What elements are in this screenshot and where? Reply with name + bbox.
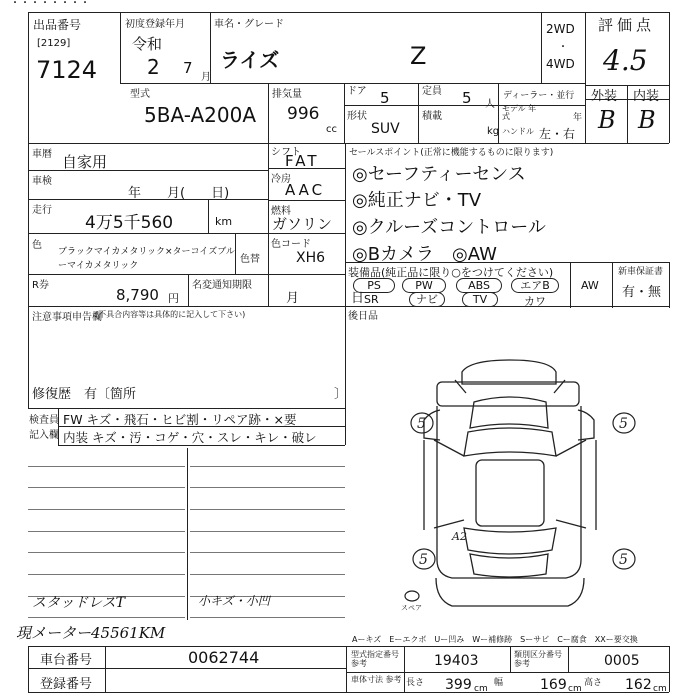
ruled-line xyxy=(28,531,185,532)
recycle: 8,790 xyxy=(116,286,159,304)
body: SUV xyxy=(371,121,400,137)
line xyxy=(612,262,613,308)
sales-point-1: ◎セーフティーセンス xyxy=(352,164,526,185)
line xyxy=(187,448,188,620)
afterday-label: 後日品 xyxy=(348,311,378,322)
repaint-label: 色替 xyxy=(240,254,260,265)
handwritten-odo: 現メーター45561KM xyxy=(16,624,166,642)
line xyxy=(105,646,106,692)
interior-label: 内装 xyxy=(633,89,660,104)
equip-ps: PS xyxy=(353,278,395,293)
color-line2: ーマイカメタリック xyxy=(58,261,139,271)
tyre-rl-score: 5 xyxy=(419,552,428,568)
score: 4.5 xyxy=(603,44,648,77)
warranty: 有・無 xyxy=(622,285,662,300)
ruled-line xyxy=(190,466,345,467)
line xyxy=(208,199,209,233)
car-damage-diagram xyxy=(396,352,656,624)
color-line1: ブラックマイカメタリック×ターコイズブル xyxy=(58,247,235,257)
cc: cc xyxy=(326,124,337,135)
notes-sub: (不具合内容等は具体的に記入して下さい) xyxy=(95,310,246,319)
yen-unit: 円 xyxy=(168,292,179,305)
ac: AAC xyxy=(285,181,326,199)
line xyxy=(28,668,346,669)
ruled-line xyxy=(190,552,345,553)
lot-label: 出品番号 xyxy=(33,18,82,32)
shift: FAT xyxy=(285,152,320,170)
equip-navi: ナビ xyxy=(409,292,445,307)
ruled-line xyxy=(190,574,345,575)
width: 169 xyxy=(540,677,567,693)
top-cropped-text: ・・・・・・・・ xyxy=(10,0,90,9)
line xyxy=(28,274,345,275)
inspection: 年 月( 日) xyxy=(128,186,230,201)
width-cm: cm xyxy=(568,684,582,694)
sales-point-3: ◎クルーズコントロール xyxy=(352,217,546,238)
line xyxy=(344,83,345,143)
handwritten-note-1: スタッドレスT xyxy=(32,595,125,611)
interior-grade: B xyxy=(638,106,656,134)
damage-legend: Aーキズ Eーエクボ Uー凹み Wー補修跡 Sーサビ Cー腐食 XXー要交換 xyxy=(352,635,638,644)
inspector-fw-line: FW キズ・飛石・ヒビ割・リペア跡・×要 xyxy=(63,412,297,427)
damage-mark-a2: A2 xyxy=(452,530,467,543)
repair-history: 修復歴 有〔箇所 xyxy=(32,387,137,402)
drive-4wd: 4WD xyxy=(546,57,575,71)
inspector-interior-line: 内装 キズ・汚・コゲ・穴・スレ・キレ・破レ xyxy=(63,430,317,445)
month: 7 xyxy=(183,59,193,77)
line xyxy=(120,12,121,83)
capacity-label: 定員 xyxy=(422,86,442,97)
c-pillar xyxy=(434,520,586,528)
type-no: 19403 xyxy=(434,653,479,669)
shift-label: シフト xyxy=(271,147,301,158)
length: 399 xyxy=(445,677,472,693)
ruled-line xyxy=(28,617,185,618)
mileage-label: 走行 xyxy=(32,205,52,216)
equip-pw: PW xyxy=(402,278,446,293)
displacement-label: 排気量 xyxy=(272,89,302,100)
inspector-label-2: 記入欄 xyxy=(29,430,59,441)
ruled-line xyxy=(190,531,345,532)
doors-label: ドア xyxy=(347,86,367,97)
handwritten-note-2: 小キズ・小凹 xyxy=(198,594,270,608)
person-unit: 人 xyxy=(485,99,495,110)
dealer-label: ディーラー・並行 xyxy=(503,91,575,101)
ruled-line xyxy=(28,552,185,553)
line xyxy=(669,646,670,692)
tyre-fr-score: 5 xyxy=(619,416,628,432)
sales-points-label: セールスポイント(正常に機能するものに限ります) xyxy=(349,148,554,158)
line xyxy=(345,306,669,307)
reg-num-label: 登録番号 xyxy=(40,677,93,692)
title-change: 月 日 xyxy=(286,291,365,306)
ruled-line xyxy=(190,617,345,618)
category: 自家用 xyxy=(62,153,108,171)
line xyxy=(346,646,347,692)
line xyxy=(28,408,345,409)
drive-dot: ・ xyxy=(558,42,568,53)
era: 令和 xyxy=(132,35,163,53)
equip-abs: ABS xyxy=(456,278,502,293)
title-change-label: 名変通知期限 xyxy=(192,280,252,291)
length-cm: cm xyxy=(474,684,488,694)
fuel-label: 燃料 xyxy=(271,206,291,217)
line xyxy=(541,12,542,83)
mileage: 4万5千560 xyxy=(85,213,174,233)
ruled-line xyxy=(28,509,185,510)
spare-label: スペア xyxy=(401,604,422,612)
name-label: 車名・グレード xyxy=(214,19,284,30)
a-pillar xyxy=(434,440,586,456)
lot-sub: [2129] xyxy=(37,38,71,49)
grade: Z xyxy=(410,42,427,70)
spare-tyre xyxy=(405,591,419,601)
category-label: 車暦 xyxy=(32,149,52,160)
car-name: ライズ xyxy=(220,48,280,72)
inspector-label-1: 検査員 xyxy=(29,415,59,426)
year: 2 xyxy=(147,55,160,79)
height: 162 xyxy=(625,677,652,693)
line xyxy=(510,646,511,672)
windshield xyxy=(464,428,556,456)
length-label: 長さ xyxy=(406,678,425,688)
equip-aw: AW xyxy=(581,279,599,292)
color-label: 色 xyxy=(32,240,42,251)
front-bumper xyxy=(462,360,556,384)
drive-2wd: 2WD xyxy=(546,22,575,36)
line xyxy=(669,262,670,308)
reg-label: 初度登録年月 xyxy=(125,19,185,30)
score-label: 評価点 xyxy=(598,16,656,34)
model-year-unit: 年 xyxy=(573,113,583,123)
equip-airbag: エアB xyxy=(511,278,559,293)
line xyxy=(404,646,405,692)
inspection-label: 車検 xyxy=(32,176,52,187)
chassis: 0062744 xyxy=(188,648,260,667)
exterior-grade: B xyxy=(598,106,616,134)
line xyxy=(28,12,29,408)
capacity: 5 xyxy=(462,89,472,107)
line xyxy=(28,306,345,307)
month-unit: 月 xyxy=(201,72,211,83)
height-cm: cm xyxy=(653,684,667,694)
line xyxy=(28,12,669,13)
line xyxy=(188,274,189,306)
line xyxy=(345,143,346,408)
ac-label: 冷房 xyxy=(271,174,291,185)
km-unit: km xyxy=(215,215,233,228)
lot-number: 7124 xyxy=(36,56,98,84)
class-no-label: 類別区分番号 参考 xyxy=(514,650,562,668)
chassis-label: 車台番号 xyxy=(40,653,93,668)
line xyxy=(345,408,346,445)
handle: 左・右 xyxy=(539,127,576,141)
line xyxy=(627,85,628,143)
height-label: 高さ xyxy=(584,678,603,688)
side-lines xyxy=(424,440,596,530)
displacement: 996 xyxy=(287,104,320,124)
fuel: ガソリン xyxy=(272,215,333,233)
width-label: 幅 xyxy=(494,678,504,688)
line xyxy=(268,200,345,201)
model-code: 5BA-A200A xyxy=(144,103,257,127)
line xyxy=(28,646,29,692)
notes-label: 注意事項申告欄 xyxy=(32,312,102,323)
color-code: XH6 xyxy=(296,250,326,266)
line xyxy=(585,12,586,143)
type-label: 型式 xyxy=(130,89,150,100)
equipment-label: 装備品(純正品に限り○をつけてください) xyxy=(348,266,554,279)
recycle-label: R券 xyxy=(32,280,49,291)
load-label: 積載 xyxy=(422,111,442,122)
line xyxy=(346,672,669,673)
line xyxy=(28,233,268,234)
type-no-label: 型式指定番号 参考 xyxy=(351,650,399,668)
line xyxy=(568,646,569,672)
equip-sr: SR xyxy=(364,293,379,306)
roof xyxy=(476,460,544,526)
line xyxy=(28,646,669,647)
line xyxy=(418,83,419,143)
line xyxy=(235,233,236,274)
ruled-line xyxy=(190,509,345,510)
ruled-line xyxy=(28,574,185,575)
line xyxy=(570,262,571,308)
ruled-line xyxy=(190,487,345,488)
rear-window xyxy=(464,528,556,554)
sales-point-4: ◎Bカメラ ◎AW xyxy=(352,244,497,265)
tyre-rr-score: 5 xyxy=(619,552,628,568)
warranty-label: 新車保証書 xyxy=(618,267,664,277)
sales-point-2: ◎純正ナビ・TV xyxy=(352,190,482,211)
doors: 5 xyxy=(380,89,390,107)
body-outline xyxy=(437,406,581,578)
equip-tv: TV xyxy=(462,292,498,307)
color-code-label: 色コード xyxy=(271,239,311,250)
rear-bumper xyxy=(436,578,584,606)
hood-top-band xyxy=(437,382,579,406)
trunk xyxy=(470,554,548,577)
kg: kg xyxy=(487,126,500,137)
model-year-label: モデル 年式 xyxy=(502,104,537,121)
ruled-line xyxy=(28,466,185,467)
line xyxy=(669,12,670,143)
ruled-line xyxy=(28,487,185,488)
tyre-fl-score: 5 xyxy=(417,416,426,432)
front-hood xyxy=(470,397,548,428)
exterior-label: 外装 xyxy=(591,89,618,104)
size-label: 車体寸法 参考 xyxy=(351,675,402,684)
line xyxy=(268,83,269,143)
line xyxy=(28,143,669,144)
body-label: 形状 xyxy=(347,111,367,122)
repair-history-close: 〕 xyxy=(334,387,348,402)
equip-leather: カワ xyxy=(524,295,546,308)
class-no: 0005 xyxy=(604,653,640,669)
handle-label: ハンドル xyxy=(502,127,534,136)
